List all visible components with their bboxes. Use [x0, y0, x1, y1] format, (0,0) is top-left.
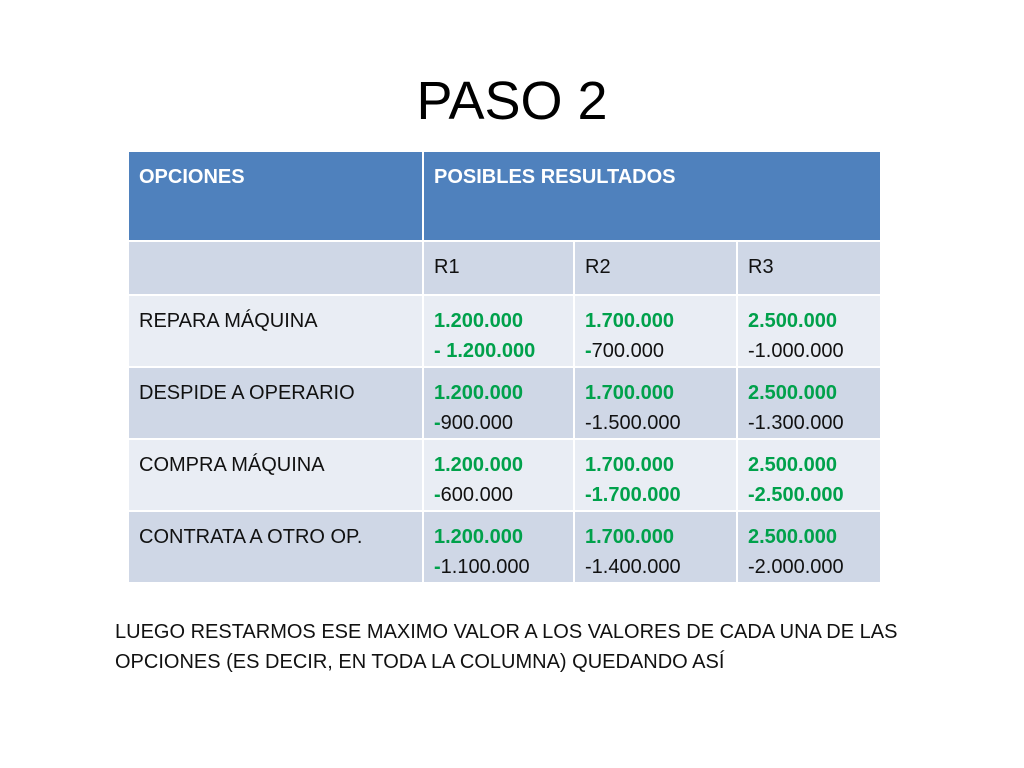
cost-value: -2.500.000 [748, 484, 844, 506]
gain-value: 2.500.000 [748, 454, 837, 476]
cost-value: -1.000.000 [748, 340, 844, 362]
gain-value: 1.200.000 [434, 382, 523, 404]
cost-line [585, 480, 726, 510]
results-table [127, 150, 882, 584]
subheader-r1: R1 [423, 241, 574, 295]
table-row [128, 367, 881, 439]
cost-line [585, 408, 726, 438]
result-cell-r3 [737, 295, 881, 367]
cost-value: -1.500.000 [585, 412, 681, 434]
result-cell-r1 [423, 295, 574, 367]
cost-value: 600.000 [440, 484, 513, 506]
result-cell-r3 [737, 367, 881, 439]
cost-value: -1.400.000 [585, 556, 681, 578]
minus-sign: - [585, 340, 592, 362]
cost-value: -1.300.000 [748, 412, 844, 434]
gain-value: 1.700.000 [585, 382, 674, 404]
table-header-row [128, 151, 881, 241]
result-cell-r2 [574, 295, 737, 367]
gain-value: 2.500.000 [748, 382, 837, 404]
table-subheader-row [128, 241, 881, 295]
option-label: CONTRATA A OTRO OP. [128, 511, 423, 583]
result-cell-r1 [423, 511, 574, 583]
header-opciones: OPCIONES [128, 151, 423, 241]
gain-value: 1.200.000 [434, 454, 523, 476]
cost-line [434, 552, 563, 582]
cost-value: -1.700.000 [585, 484, 681, 506]
cost-line [434, 336, 563, 366]
gain-value: 1.200.000 [434, 526, 523, 548]
result-cell-r1 [423, 367, 574, 439]
result-cell-r2 [574, 439, 737, 511]
subheader-r3: R3 [737, 241, 881, 295]
header-posibles-resultados: POSIBLES RESULTADOS [423, 151, 881, 241]
result-cell-r3 [737, 439, 881, 511]
result-cell-r2 [574, 511, 737, 583]
minus-sign: - [434, 484, 441, 506]
cost-value: 1.100.000 [440, 556, 530, 578]
result-cell-r3 [737, 511, 881, 583]
table-row [128, 511, 881, 583]
cost-line [748, 408, 870, 438]
cost-line [434, 480, 563, 510]
result-cell-r2 [574, 367, 737, 439]
result-cell-r1 [423, 439, 574, 511]
gain-value: 1.700.000 [585, 454, 674, 476]
gain-value: 1.700.000 [585, 310, 674, 332]
option-label: REPARA MÁQUINA [128, 295, 423, 367]
cost-line [585, 336, 726, 366]
option-label: COMPRA MÁQUINA [128, 439, 423, 511]
gain-value: 1.700.000 [585, 526, 674, 548]
slide-title: PASO 2 [416, 71, 608, 131]
cost-line [748, 336, 870, 366]
cost-line [585, 552, 726, 582]
cost-line [748, 552, 870, 582]
cost-value: 1.200.000 [446, 340, 536, 362]
table-row [128, 295, 881, 367]
gain-value: 1.200.000 [434, 310, 523, 332]
cost-value: 700.000 [591, 340, 664, 362]
gain-value: 2.500.000 [748, 526, 837, 548]
minus-sign: - [434, 340, 447, 362]
explanation-note: LUEGO RESTARMOS ESE MAXIMO VALOR A LOS VALORES DE CADA UNA DE LAS OPCIONES (ES DECIR, EN TODA LA COLUMNA) QUEDANDO ASÍ [115, 621, 898, 673]
cost-value: -2.000.000 [748, 556, 844, 578]
cost-line [748, 480, 870, 510]
table-row [128, 439, 881, 511]
gain-value: 2.500.000 [748, 310, 837, 332]
option-label: DESPIDE A OPERARIO [128, 367, 423, 439]
subheader-empty-cell [128, 241, 423, 295]
minus-sign: - [434, 556, 441, 578]
cost-value: 900.000 [440, 412, 513, 434]
minus-sign: - [434, 412, 441, 434]
cost-line [434, 408, 563, 438]
subheader-r2: R2 [574, 241, 737, 295]
